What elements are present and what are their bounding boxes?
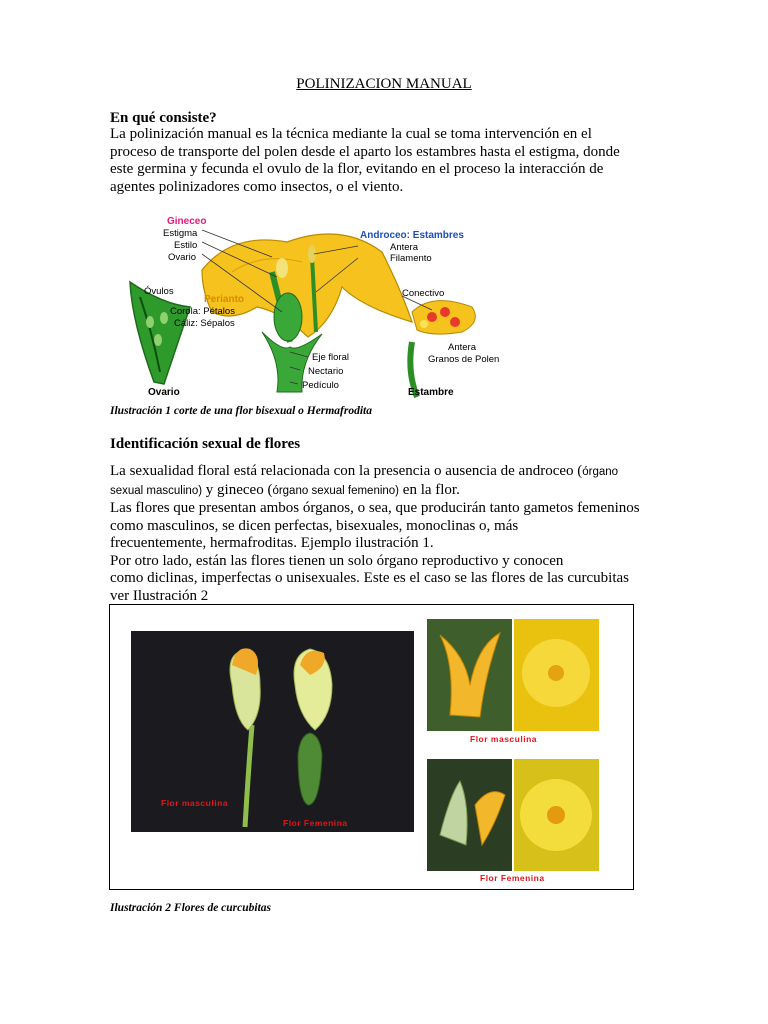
label-ovario-title: Ovario	[148, 387, 180, 398]
section-heading-identificacion: Identificación sexual de flores	[110, 436, 301, 452]
text-run: en la flor.	[399, 481, 460, 498]
photo-bottom-right-1	[427, 759, 512, 871]
paragraph-line: Las flores que presentan ambos órganos, o sea, que producirán tanto gametos femeninos	[110, 500, 640, 516]
figure2-frame	[109, 604, 634, 890]
label-top-right: Flor masculina	[470, 734, 537, 744]
curcubit-flowers-photos	[110, 605, 633, 889]
paragraph-line	[110, 463, 670, 482]
text-run-small: sexual masculino)	[110, 484, 203, 497]
label-bottom-right: Flor Femenina	[480, 873, 545, 883]
text-run: y gineceo (	[202, 481, 273, 498]
section2-paragraph	[110, 463, 670, 605]
label-ovulos: Óvulos	[144, 286, 174, 297]
label-perianto: Perianto	[204, 294, 245, 305]
label-granos-polen: Granos de Polen	[428, 354, 500, 365]
label-estilo: Estilo	[174, 240, 198, 251]
label-eje-floral: Eje floral	[312, 352, 349, 363]
label-pediculo: Pedículo	[302, 380, 339, 391]
label-gineceo: Gineceo	[167, 216, 207, 227]
label-conectivo: Conectivo	[402, 288, 445, 299]
label-left-female: Flor Femenina	[283, 818, 348, 828]
paragraph-line: frecuentemente, hermafroditas. Ejemplo ilustración 1.	[110, 535, 434, 551]
label-estambre-title: Estambre	[408, 387, 454, 398]
label-caliz: Cáliz: Sépalos	[174, 318, 235, 329]
paragraph-line: este germina y fecunda el ovulo de la flor, evitando en el proceso la interacción de	[110, 161, 604, 177]
figure1-caption: Ilustración 1 corte de una flor bisexual o Hermafrodita	[110, 405, 372, 417]
label-filamento: Filamento	[390, 253, 432, 264]
label-corola: Corola: Pétalos	[170, 306, 235, 317]
paragraph-line: Por otro lado, están las flores tienen un solo órgano reproductivo y conocen	[110, 552, 564, 569]
section1-paragraph	[110, 126, 670, 196]
text-run-small: órgano	[582, 466, 619, 478]
label-ovario: Ovario	[168, 252, 196, 263]
label-left-male: Flor masculina	[161, 798, 228, 808]
label-antera: Antera	[390, 242, 418, 253]
section-heading-consiste: En qué consiste?	[110, 110, 217, 126]
label-antera-detail: Antera	[448, 342, 476, 353]
paragraph-line: proceso de transporte del polen desde el aparto los estambres hasta el estigma, donde	[110, 143, 620, 160]
label-estigma: Estigma	[163, 228, 198, 239]
paragraph-line: como masculinos, se dicen perfectas, bisexuales, monoclinas o, más	[110, 517, 519, 534]
text-run-small: órgano sexual femenino)	[272, 484, 400, 497]
flower-cross-section-illustration	[112, 212, 500, 400]
label-androceo: Androceo: Estambres	[360, 230, 464, 241]
paragraph-line: como diclinas, imperfectas o unisexuales. Este es el caso se las flores de las curcubitas	[110, 570, 629, 586]
figure2-caption: Ilustración 2 Flores de curcubitas	[110, 902, 272, 914]
paragraph-line	[110, 482, 670, 501]
paragraph-line: ver Ilustración 2	[110, 587, 209, 604]
page-title: POLINIZACION MANUAL	[296, 76, 472, 92]
label-nectario: Nectario	[308, 366, 344, 377]
paragraph-line: agentes polinizadores como insectos, o el viento.	[110, 178, 404, 195]
pistil-ovary	[274, 293, 302, 341]
text-run: La sexualidad floral está relacionada con la presencia o ausencia de androceo (	[110, 463, 583, 479]
paragraph-line: La polinización manual es la técnica mediante la cual se toma intervención en el	[110, 126, 592, 142]
